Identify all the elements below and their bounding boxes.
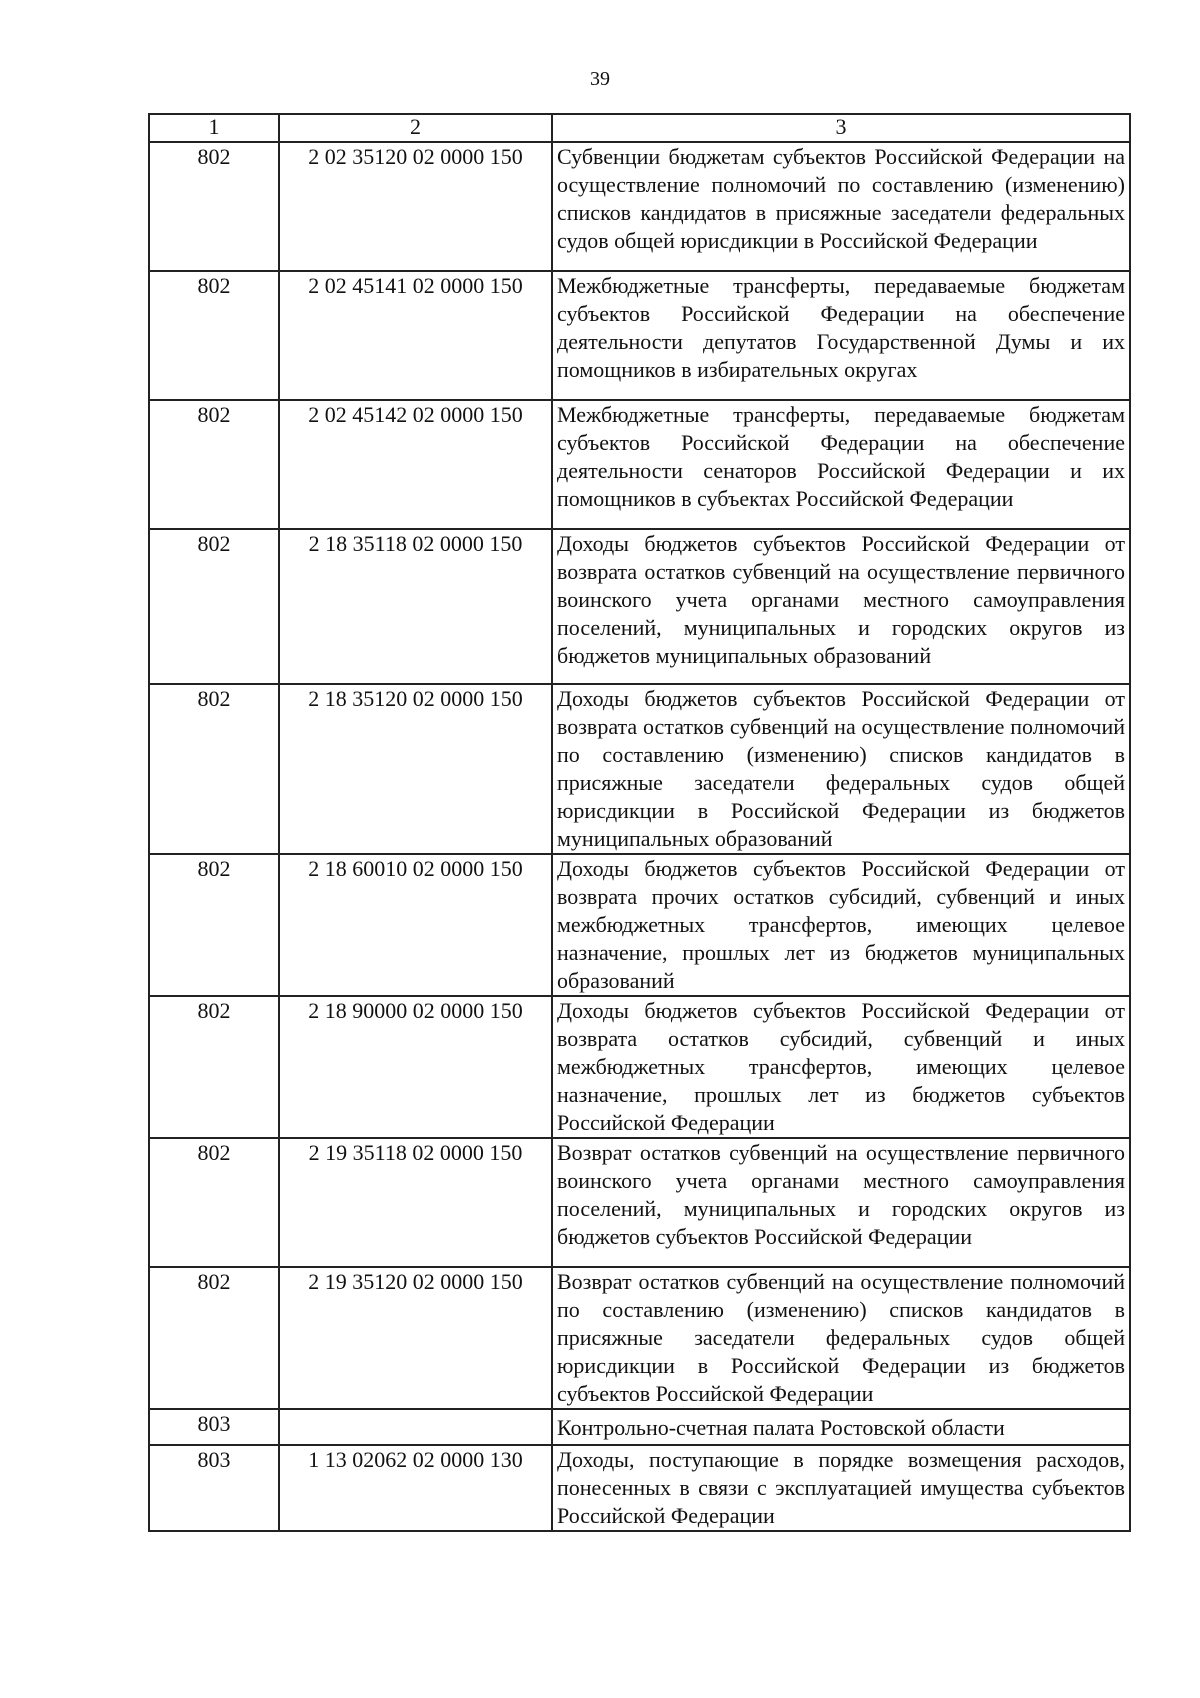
- budget-code-cell: 2 18 60010 02 0000 150: [279, 854, 552, 996]
- admin-code-cell: 802: [149, 854, 279, 996]
- admin-code-cell: 802: [149, 142, 279, 271]
- budget-codes-table: [148, 113, 1131, 1532]
- budget-code-cell: 2 19 35118 02 0000 150: [279, 1138, 552, 1267]
- description-cell: Контрольно-счетная палата Ростовской области: [552, 1409, 1130, 1445]
- table-row: [149, 1267, 1130, 1409]
- table-row: [149, 1409, 1130, 1445]
- admin-code-cell: 802: [149, 400, 279, 529]
- column-header-3: 3: [552, 114, 1130, 142]
- description-cell: Возврат остатков субвенций на осуществление полномочий по составлению (изменению) списков кандидатов в присяжные заседатели федеральных судов общей юрисдикции в Российской Федерации из бюджетов субъектов Российской Федерации: [552, 1267, 1130, 1409]
- description-cell: Доходы, поступающие в порядке возмещения расходов, понесенных в связи с эксплуатацией имущества субъектов Российской Федерации: [552, 1445, 1130, 1531]
- admin-code-cell: 802: [149, 684, 279, 854]
- admin-code-cell: 803: [149, 1409, 279, 1445]
- admin-code-cell: 802: [149, 271, 279, 400]
- budget-code-cell: 2 18 35120 02 0000 150: [279, 684, 552, 854]
- budget-code-cell: 2 02 45141 02 0000 150: [279, 271, 552, 400]
- budget-code-cell: 2 02 35120 02 0000 150: [279, 142, 552, 271]
- table-row: [149, 684, 1130, 854]
- admin-code-cell: 802: [149, 996, 279, 1138]
- table-row: [149, 400, 1130, 529]
- description-cell: Возврат остатков субвенций на осуществление первичного воинского учета органами местного самоуправления поселений, муниципальных и городских округов из бюджетов субъектов Российской Федерации: [552, 1138, 1130, 1267]
- admin-code-cell: 802: [149, 529, 279, 684]
- table-row: [149, 1445, 1130, 1531]
- admin-code-cell: 802: [149, 1267, 279, 1409]
- description-cell: Доходы бюджетов субъектов Российской Федерации от возврата прочих остатков субсидий, субвенций и иных межбюджетных трансфертов, имеющих целевое назначение, прошлых лет из бюджетов муниципальных образований: [552, 854, 1130, 996]
- table-row: [149, 1138, 1130, 1267]
- description-cell: Межбюджетные трансферты, передаваемые бюджетам субъектов Российской Федерации на обеспечение деятельности сенаторов Российской Федерации и их помощников в субъектах Российской Федерации: [552, 400, 1130, 529]
- description-cell: Межбюджетные трансферты, передаваемые бюджетам субъектов Российской Федерации на обеспечение деятельности депутатов Государственной Думы и их помощников в избирательных округах: [552, 271, 1130, 400]
- budget-code-cell: 2 18 90000 02 0000 150: [279, 996, 552, 1138]
- column-header-1: 1: [149, 114, 279, 142]
- budget-code-cell: [279, 1409, 552, 1445]
- description-cell: Субвенции бюджетам субъектов Российской Федерации на осуществление полномочий по составлению (изменению) списков кандидатов в присяжные заседатели федеральных судов общей юрисдикции в Российской Федерации: [552, 142, 1130, 271]
- budget-code-cell: 1 13 02062 02 0000 130: [279, 1445, 552, 1531]
- table-header-row: [149, 114, 1130, 142]
- description-cell: Доходы бюджетов субъектов Российской Федерации от возврата остатков субвенций на осуществление первичного воинского учета органами местного самоуправления поселений, муниципальных и городских округов из бюджетов муниципальных образований: [552, 529, 1130, 684]
- table-row: [149, 142, 1130, 271]
- budget-code-cell: 2 02 45142 02 0000 150: [279, 400, 552, 529]
- table-row: [149, 996, 1130, 1138]
- table-row: [149, 854, 1130, 996]
- admin-code-cell: 802: [149, 1138, 279, 1267]
- budget-code-cell: 2 19 35120 02 0000 150: [279, 1267, 552, 1409]
- column-header-2: 2: [279, 114, 552, 142]
- budget-code-cell: 2 18 35118 02 0000 150: [279, 529, 552, 684]
- table-row: [149, 271, 1130, 400]
- description-cell: Доходы бюджетов субъектов Российской Федерации от возврата остатков субвенций на осуществление полномочий по составлению (изменению) списков кандидатов в присяжные заседатели федеральных судов общей юрисдикции в Российской Федерации из бюджетов муниципальных образований: [552, 684, 1130, 854]
- table-row: [149, 529, 1130, 684]
- description-cell: Доходы бюджетов субъектов Российской Федерации от возврата остатков субсидий, субвенций и иных межбюджетных трансфертов, имеющих целевое назначение, прошлых лет из бюджетов субъектов Российской Федерации: [552, 996, 1130, 1138]
- admin-code-cell: 803: [149, 1445, 279, 1531]
- page-number: 39: [590, 68, 610, 90]
